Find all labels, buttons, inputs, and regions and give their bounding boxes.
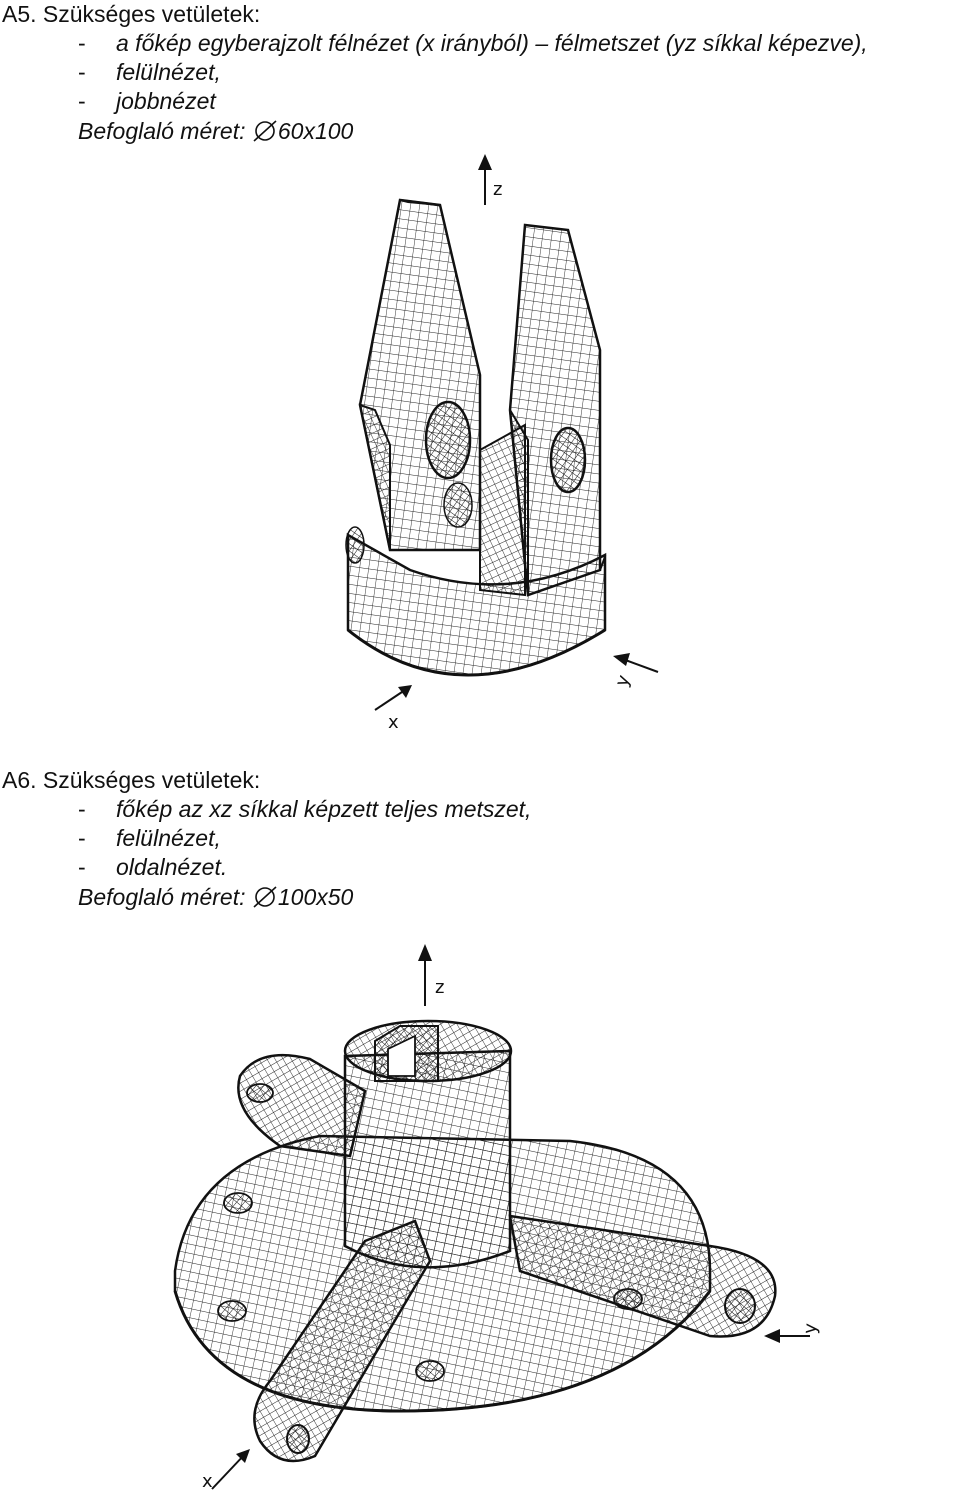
fork-isometric-drawing: [300, 150, 680, 750]
z-axis-arrow: [418, 944, 444, 1006]
x-axis-arrow: [375, 685, 412, 733]
bounding-size-value: 60x100: [277, 118, 354, 144]
z-axis-arrow: [478, 154, 502, 205]
axis-label-x: x: [202, 1471, 213, 1491]
task-a5-item-1: - a főkép egyberajzolt félnézet (x irányból) – félmetszet (yz síkkal képezve),: [78, 30, 868, 56]
bounding-size-label: Befoglaló méret:: [78, 884, 246, 910]
task-a6-bounding-size: [78, 883, 353, 912]
task-a6-item-2: - felülnézet,: [78, 825, 221, 851]
task-a6-item-1: - főkép az xz síkkal képzett teljes metszet,: [78, 796, 532, 822]
task-a6-item-3: - oldalnézet.: [78, 854, 228, 880]
task-a6: [0, 766, 960, 1494]
x-axis-arrow: [202, 1449, 250, 1491]
task-a5-title: A5. Szükséges vetületek:: [2, 1, 261, 27]
flanged-hub-isometric-drawing: [150, 941, 850, 1491]
axis-label-z: z: [435, 977, 445, 998]
task-a5-item-3: - jobbnézet: [78, 88, 216, 114]
task-a5-item-2: - felülnézet,: [78, 59, 221, 85]
bounding-size-value: 100x50: [277, 884, 354, 910]
axis-label-y: y: [799, 1322, 822, 1335]
axis-label-z: z: [493, 179, 503, 200]
bounding-size-label: Befoglaló méret:: [78, 118, 246, 144]
right-prong: [510, 225, 605, 595]
y-axis-arrow: [764, 1322, 821, 1343]
diameter-symbol-icon: [252, 886, 278, 908]
axis-label-y: y: [611, 672, 635, 690]
central-hub: [345, 1021, 511, 1267]
task-a5-bounding-size: [78, 117, 353, 146]
task-a6-title: A6. Szükséges vetületek:: [2, 767, 261, 793]
y-axis-arrow: [611, 653, 658, 690]
diameter-symbol-icon: [252, 120, 278, 142]
axis-label-x: x: [388, 712, 399, 733]
